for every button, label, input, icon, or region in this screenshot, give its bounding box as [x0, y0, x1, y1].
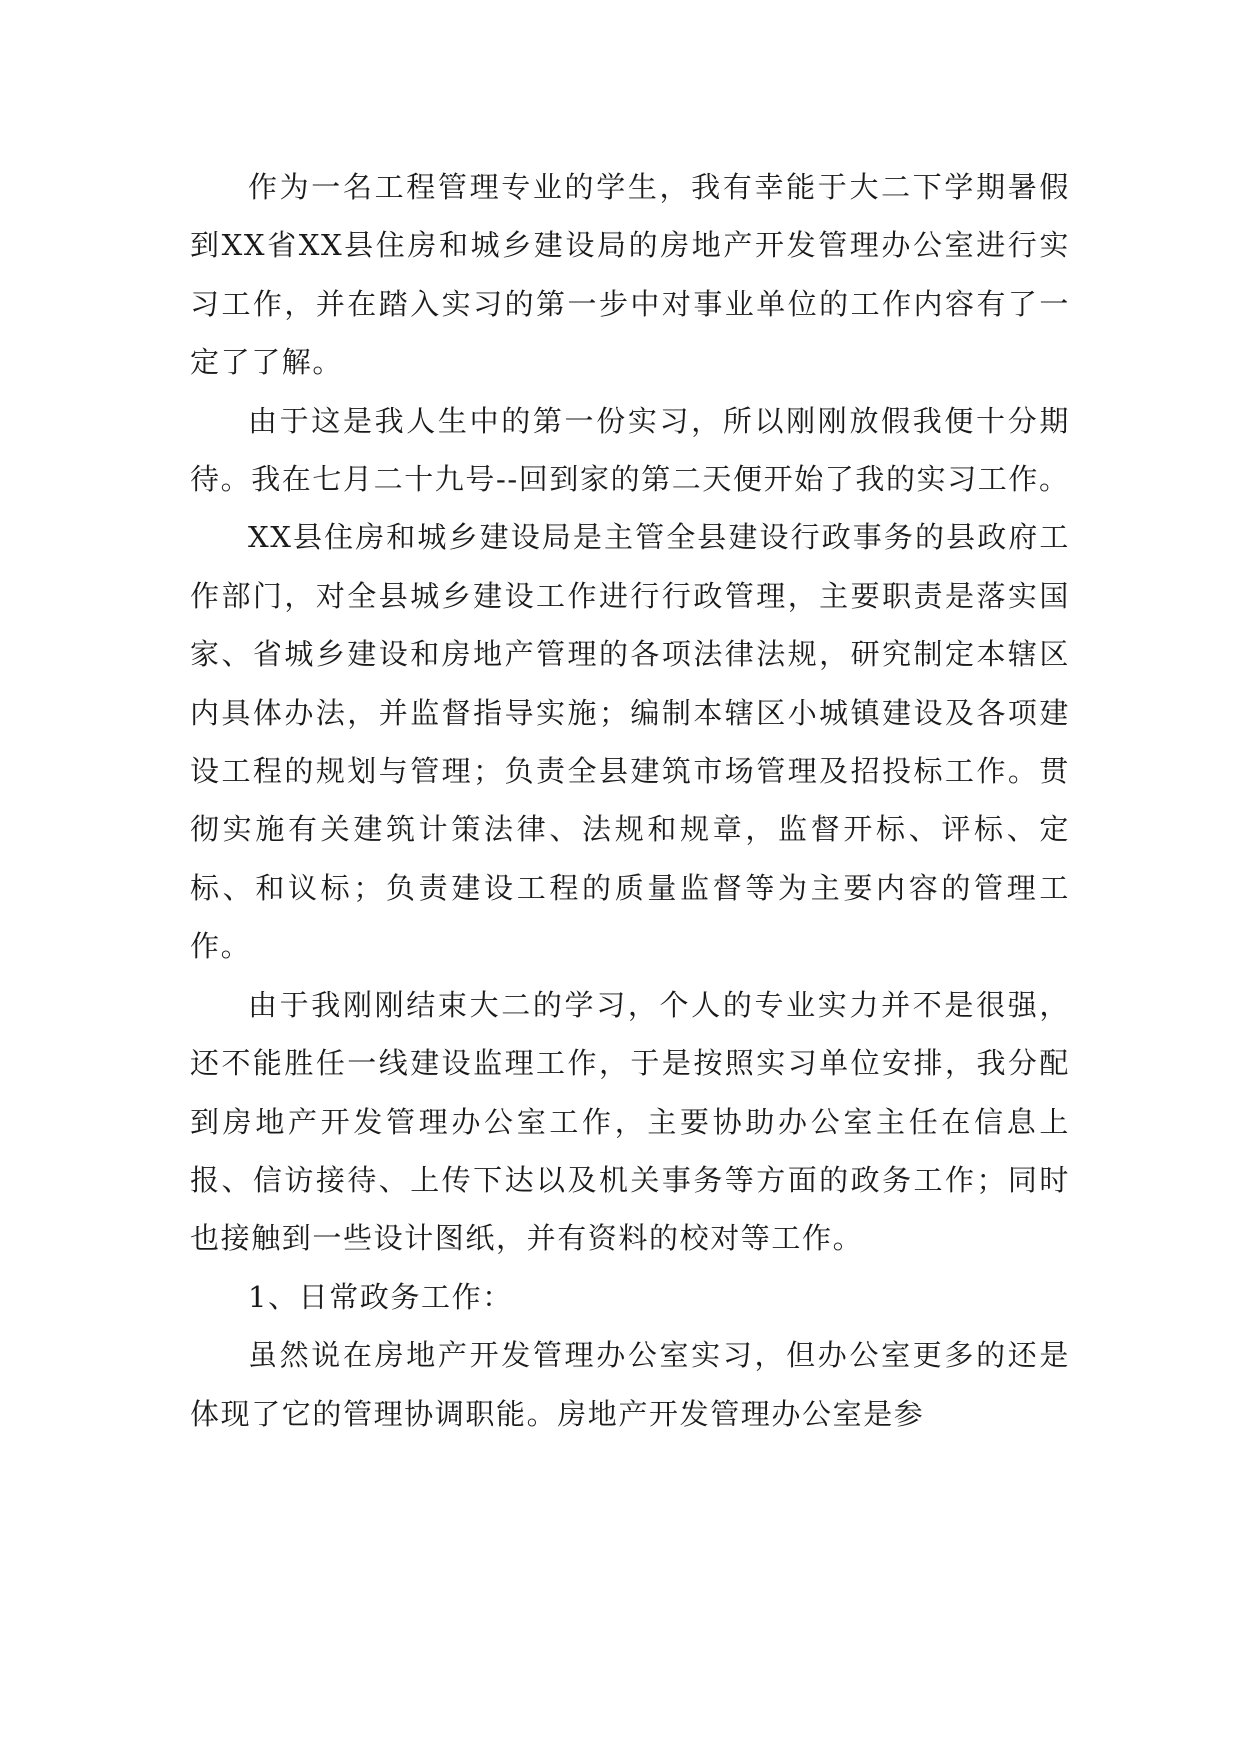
- paragraph-1: 作为一名工程管理专业的学生，我有幸能于大二下学期暑假到XX省XX县住房和城乡建设局的房地产开发管理办公室进行实习工作，并在踏入实习的第一步中对事业单位的工作内容有了一定了了解。: [190, 170, 1070, 380]
- paragraph-2: 由于这是我人生中的第一份实习，所以刚刚放假我便十分期待。我在七月二十九号--回到家的第二天便开始了我的实习工作。: [190, 403, 1070, 497]
- section-heading: 1、日常政务工作：: [248, 1279, 513, 1314]
- document-body: [190, 158, 1070, 1443]
- paragraph-3: XX县住房和城乡建设局是主管全县建设行政事务的县政府工作部门，对全县城乡建设工作进行行政管理，主要职责是落实国家、省城乡建设和房地产管理的各项法律法规，研究制定本辖区内具体办法，并监督指导实施；编制本辖区小城镇建设及各项建设工程的规划与管理；负责全县建筑市场管理及招投标工作。贯彻实施有关建筑计策法律、法规和规章，监督开标、评标、定标、和议标；负责建设工程的质量监督等为主要内容的管理工作。: [190, 520, 1070, 964]
- paragraph-5: 虽然说在房地产开发管理办公室实习，但办公室更多的还是体现了它的管理协调职能。房地产开发管理办公室是参: [190, 1338, 1070, 1431]
- paragraph-4: 由于我刚刚结束大二的学习，个人的专业实力并不是很强，还不能胜任一线建设监理工作，于是按照实习单位安排，我分配到房地产开发管理办公室工作，主要协助办公室主任在信息上报、信访接待、上传下达以及机关事务等方面的政务工作；同时也接触到一些设计图纸，并有资料的校对等工作。: [190, 987, 1070, 1256]
